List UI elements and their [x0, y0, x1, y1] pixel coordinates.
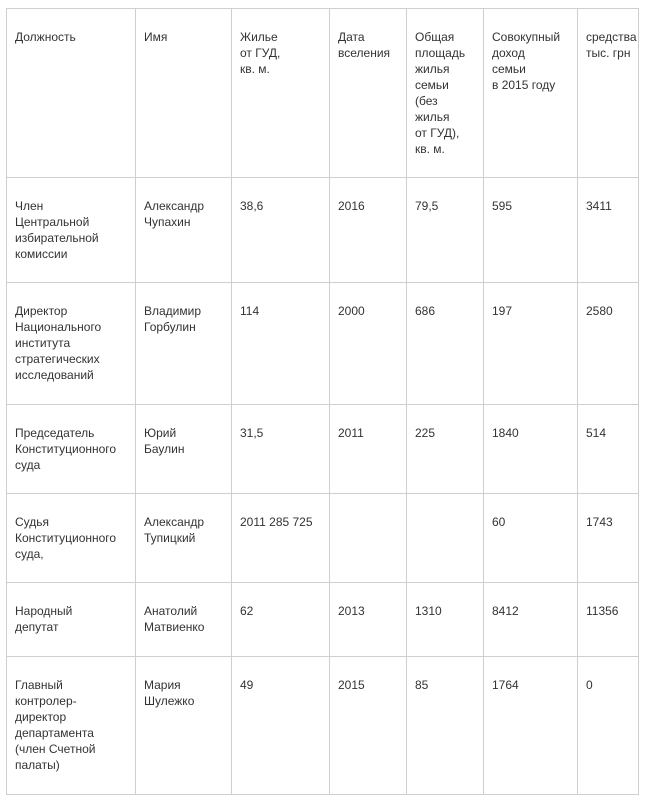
cell-income: 8412	[484, 583, 578, 657]
cell-income: 1840	[484, 405, 578, 494]
cell-name: Юрий Баулин	[136, 405, 232, 494]
cell-income: 595	[484, 178, 578, 283]
cell-housing: 31,5	[232, 405, 330, 494]
header-position: Должность	[7, 9, 136, 178]
cell-housing: 62	[232, 583, 330, 657]
cell-area: 1310	[407, 583, 484, 657]
cell-area: 85	[407, 657, 484, 795]
cell-funds: 2580	[578, 283, 639, 405]
cell-area: 686	[407, 283, 484, 405]
cell-position: Директор Национального института стратегических исследований	[7, 283, 136, 405]
declarations-table-container	[6, 8, 638, 795]
cell-area: 79,5	[407, 178, 484, 283]
cell-funds: 11356	[578, 583, 639, 657]
cell-name: Мария Шулежко	[136, 657, 232, 795]
table-row	[7, 583, 639, 657]
header-move-in-date: Дата вселения	[330, 9, 407, 178]
cell-area: 225	[407, 405, 484, 494]
cell-date	[330, 494, 407, 583]
cell-funds: 3411	[578, 178, 639, 283]
header-funds: средства тыс. грн	[578, 9, 639, 178]
cell-name: Владимир Горбулин	[136, 283, 232, 405]
header-name: Имя	[136, 9, 232, 178]
cell-area	[407, 494, 484, 583]
table-row	[7, 494, 639, 583]
cell-housing: 114	[232, 283, 330, 405]
cell-position: Член Центральной избирательной комиссии	[7, 178, 136, 283]
cell-date: 2015	[330, 657, 407, 795]
table-row	[7, 283, 639, 405]
cell-income: 60	[484, 494, 578, 583]
cell-funds: 1743	[578, 494, 639, 583]
cell-funds: 0	[578, 657, 639, 795]
cell-income: 1764	[484, 657, 578, 795]
cell-housing: 2011 285 725	[232, 494, 330, 583]
cell-housing: 49	[232, 657, 330, 795]
cell-funds: 514	[578, 405, 639, 494]
cell-name: Александр Чупахин	[136, 178, 232, 283]
header-family-income: Совокупный доход семьи в 2015 году	[484, 9, 578, 178]
table-row	[7, 657, 639, 795]
cell-date: 2013	[330, 583, 407, 657]
cell-date: 2000	[330, 283, 407, 405]
cell-name: Александр Тупицкий	[136, 494, 232, 583]
cell-position: Председатель Конституционного суда	[7, 405, 136, 494]
table-row	[7, 405, 639, 494]
cell-position: Народный депутат	[7, 583, 136, 657]
declarations-table	[6, 8, 638, 795]
header-family-area: Общая площадь жилья семьи (без жилья от ГУД), кв. м.	[407, 9, 484, 178]
cell-housing: 38,6	[232, 178, 330, 283]
table-clip-edge	[638, 8, 639, 795]
table-row	[7, 178, 639, 283]
cell-name: Анатолий Матвиенко	[136, 583, 232, 657]
cell-date: 2011	[330, 405, 407, 494]
cell-date: 2016	[330, 178, 407, 283]
header-housing: Жилье от ГУД, кв. м.	[232, 9, 330, 178]
cell-position: Судья Конституционного суда,	[7, 494, 136, 583]
cell-income: 197	[484, 283, 578, 405]
table-header-row	[7, 9, 639, 178]
cell-position: Главный контролер- директор департамента (член Счетной палаты)	[7, 657, 136, 795]
